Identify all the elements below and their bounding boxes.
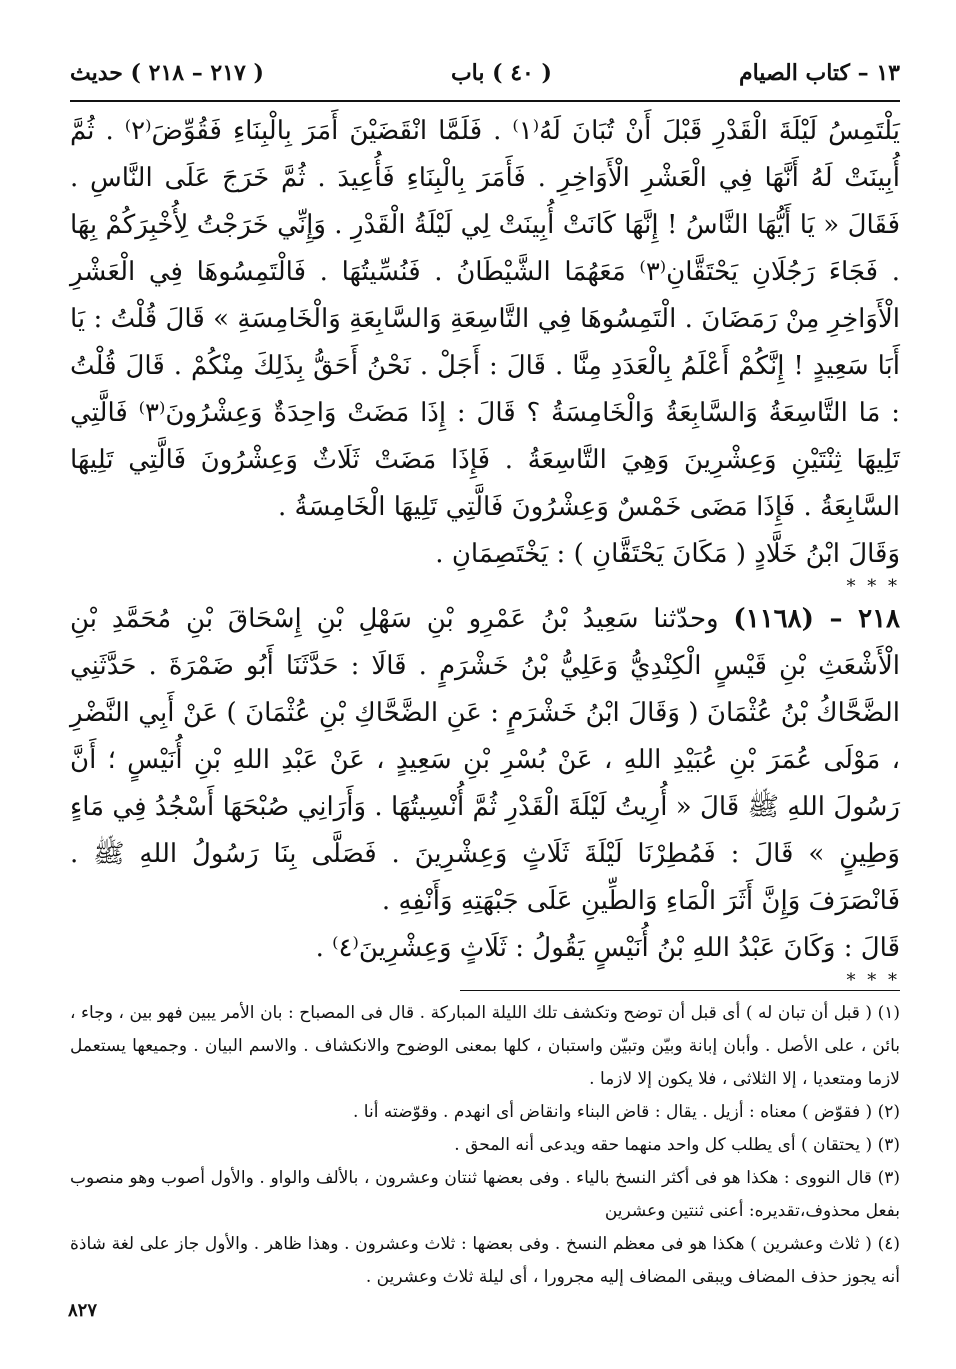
- footnote-4: (٤) ( ثلاث وعشرين ) هكذا هو فى معظم النسخ . وفى بعضها : ثلاث وعشرون . وهذا ظاهر . والأول جاز على لغة شاذة أنه يجوز حذف المضاف ويبقى المضاف إليه مجرورا ، أى ليلة ثلاث وعشرين .: [70, 1234, 900, 1287]
- hadith-218-text: وحدّثنا سَعِيدُ بْنُ عَمْرِو بْنِ سَهْلِ بْنِ إِسْحَاقَ بْنِ مُحَمَّدِ بْنِ الْأَشْعَثِ بْنِ قَيْسٍ الْكِنْدِيُّ وَعَلِيُّ بْنُ خَشْرَمٍ . قَالَا : حَدَّثَنَا أَبُو ضَمْرَةَ . حَدَّثَنِي الضَّحَّاكُ بْنُ عُثْمَانَ ( وَقَالَ ابْنُ خَشْرَمٍ : عَنِ الضَّحَّاكِ بْنِ عُثْمَانَ ) عَنْ أَبِي النَّضْرِ ، مَوْلَى عُمَرَ بْنِ عُبَيْدِ اللهِ ، عَنْ بُسْرِ بْنِ سَعِيدٍ ، عَنْ عَبْدِ اللهِ بْنِ أُنَيْسٍ ؛ أَنَّ رَسُولَ اللهِ ﷺ قَالَ « أُرِيتُ لَيْلَةَ الْقَدْرِ ثُمَّ أُنْسِيتُهَا . وَأَرَانِي صُبْحَهَا أَسْجُدُ فِي مَاءٍ وَطِينٍ » قَالَ : فَمُطِرْنَا لَيْلَةَ ثَلَاثٍ وَعِشْرِينَ . فَصَلَّى بِنَا رَسُولُ اللهِ ﷺ . فَانْصَرَفَ وَإِنَّ أَثَرَ الْمَاءِ وَالطِّينِ عَلَى جَبْهَتِهِ وَأَنْفِهِ .: [70, 604, 900, 916]
- header-hadith-range: ( ٢١٧ – ٢١٨ ) حديث: [70, 60, 264, 86]
- section-divider-stars: * * *: [846, 576, 900, 597]
- footnote-divider-stars: * * *: [846, 970, 900, 991]
- hadith-218-number: ٢١٨ – (١١٦٨): [733, 604, 901, 634]
- hadith-218-closing: قَالَ : وَكَانَ عَبْدُ اللهِ بْنُ أُنَيْسٍ يَقُولُ : ثَلَاثٍ وَعِشْرِينَ⁽٤⁾ .: [315, 933, 900, 963]
- footnote-3-nawawi: (٣) قال النووى : هكذا هو فى أكثر النسخ بالياء . وفى بعضها ثنتان وعشرون ، بالألف والواو . والأول أصوب وهو منصوب بفعل محذوف،تقديره: أعنى ثنتين وعشرين: [70, 1168, 900, 1221]
- hadith-217-note: وَقَالَ ابْنُ خَلَّادٍ ( مَكَانَ يَحْتَقَّانِ ) : يَخْتَصِمَانِ .: [435, 539, 900, 569]
- running-header: [70, 60, 900, 100]
- header-book-title: ١٣ – كتاب الصيام: [738, 60, 900, 86]
- footnotes: [70, 997, 900, 1294]
- document-page: [70, 60, 900, 1350]
- header-chapter: ( ٤٠ ) باب: [450, 60, 552, 86]
- hadith-218-paragraph: [70, 596, 900, 925]
- hadith-217-continuation: يَلْتَمِسُ لَيْلَةَ الْقَدْرِ قَبْلَ أَنْ تُبَانَ لَهُ⁽١⁾ . فَلَمَّا انْقَضَيْنَ أَمَرَ بِالْبِنَاءِ فَقُوِّضَ⁽٢⁾ . ثُمَّ أُبِينَتْ لَهُ أَنَّهَا فِي الْعَشْرِ الْأَوَاخِرِ . فَأَمَرَ بِالْبِنَاءِ فَأُعِيدَ . ثُمَّ خَرَجَ عَلَى النَّاسِ . فَقَالَ « يَا أَيُّهَا النَّاسُ ! إِنَّهَا كَانَتْ أُبِينَتْ لِي لَيْلَةُ الْقَدْرِ . وَإِنِّي خَرَجْتُ لِأُخْبِرَكُمْ بِهَا . فَجَاءَ رَجُلَانِ يَحْتَقَّانِ⁽٣⁾ مَعَهُمَا الشَّيْطَانُ . فَنُسِّيتُهَا . فَالْتَمِسُوهَا فِي الْعَشْرِ الْأَوَاخِرِ مِنْ رَمَضَانَ . الْتَمِسُوهَا فِي التَّاسِعَةِ وَالسَّابِعَةِ وَالْخَامِسَةِ » قَالَ قُلْتُ : يَا أَبَا سَعِيدٍ ! إِنَّكُمْ أَعْلَمُ بِالْعَدَدِ مِنَّا . قَالَ : أَجَلْ . نَحْنُ أَحَقُّ بِذَلِكَ مِنْكُمْ . قَالَ قُلْتُ : مَا التَّاسِعَةُ وَالسَّابِعَةُ وَالْخَامِسَةُ ؟ قَالَ : إِذَا مَضَتْ وَاحِدَةٌ وَعِشْرُونَ⁽٣⁾ فَالَّتِي تَلِيهَا ثِنْتَيْنِ وَعِشْرِينَ وَهِيَ التَّاسِعَةُ . فَإِذَا مَضَتْ ثَلَاثٌ وَعِشْرُونَ فَالَّتِي تَلِيهَا السَّابِعَةُ . فَإِذَا مَضَى خَمْسٌ وَعِشْرُونَ فَالَّتِي تَلِيهَا الْخَامِسَةُ .: [70, 116, 900, 522]
- footnote-2: (٢) ( فقوّض ) معناه : أزيل . يقال : قاض البناء وانقاض أى انهدم . وقوّضته أنا .: [353, 1102, 900, 1122]
- page-number: ٨٢٧: [68, 1300, 98, 1321]
- header-rule: [70, 100, 900, 102]
- footnote-1: (١) ( قبل أن تبان له ) أى قبل أن توضح وتكشف تلك الليلة المباركة . قال فى المصباح : بان الأمر يبين فهو بين ، وجاء ، بائن ، على الأصل . وأبان إبانة وبيّن وتبيّن واستبان ، كلها بمعنى الوضوح والانكشاف . والاسم البيان . وجميعها يستعمل لازما ومتعديا ، إلا الثلاثى ، فلا يكون إلا لازما .: [70, 1003, 900, 1089]
- footnote-rule: [460, 990, 900, 991]
- footnote-3: (٣) ( يحتقان ) أى يطلب كل واحد منهما حقه ويدعى أنه المحق .: [454, 1135, 900, 1155]
- main-text: [70, 108, 901, 991]
